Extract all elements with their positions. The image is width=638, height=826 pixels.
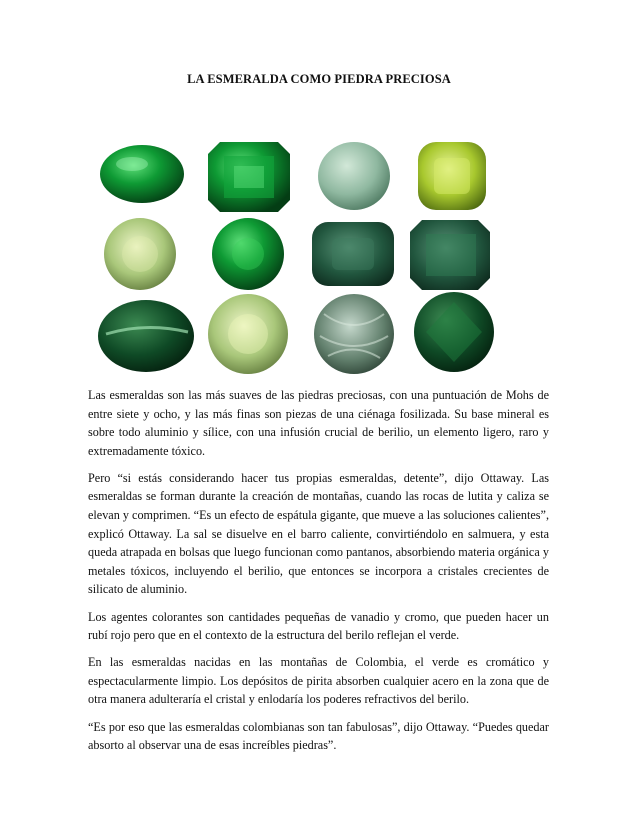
gem-emerald-cut-dark xyxy=(410,220,490,290)
gem-emerald-cut xyxy=(208,142,290,212)
page-title: LA ESMERALDA COMO PIEDRA PRECIOSA xyxy=(187,72,451,86)
gemstones-photo xyxy=(92,136,546,376)
gem-oval-emerald xyxy=(100,145,184,203)
gem-seraphinite-round xyxy=(314,294,394,374)
gem-round-dark-green xyxy=(414,292,494,372)
gem-tourmaline-cushion xyxy=(312,222,394,286)
paragraph-5: “Es por eso que las esmeraldas colombianas son tan fabulosas”, dijo Ottaway. “Puedes quedar absorto al observar una de esas increíbles piedras”. xyxy=(88,719,549,753)
gem-peridot-cushion xyxy=(418,142,486,210)
paragraph-1: Las esmeraldas son las más suaves de las piedras preciosas, con una puntuación de Mohs de entre siete y ocho, y las más finas son piezas de una ciénaga fosilizada. Su base mineral es sobre todo aluminio y sílice, con una infusión crucial de berilio, un elemento ligero, raro y extremadamente tóxico. xyxy=(88,388,549,458)
article-body xyxy=(88,386,549,763)
paragraph-3: Los agentes colorantes son cantidades pequeñas de vanadio y cromo, que pueden hacer un rubí rojo pero que en el contexto de la estructura del berilo reflejan el verde. xyxy=(88,609,549,643)
paragraph-2: Pero “si estás considerando hacer tus propias esmeraldas, detente”, dijo Ottaway. Las esmeraldas se forman durante la creación de montañas, cuando las rocas de lutita y caliza se elevan y comprimen. “Es un efecto de espátula gigante, que mueve a las soluciones calientes”, explicó Ottaway. La sal se disuelve en el barro caliente, convirtiéndolo en salmuera, y esta queda atrapada en bolsas que luego funcionan como pantanos, absorbiendo materia orgánica y metales tóxicos, incluyendo el berilio, que entonces se incorpora a cristales crecientes de silicato de aluminio. xyxy=(88,470,549,597)
gem-jade-cabochon xyxy=(318,142,390,210)
gem-cats-eye-cabochon xyxy=(98,300,194,372)
paragraph-4: En las esmeraldas nacidas en las montañas de Colombia, el verde es cromático y espectacularmente limpio. Los depósitos de pirita absorben cualquier acero en la zona que de otra manera adulteraría el cristal y enlodaría los poderes refractivos del berilo. xyxy=(88,655,549,707)
